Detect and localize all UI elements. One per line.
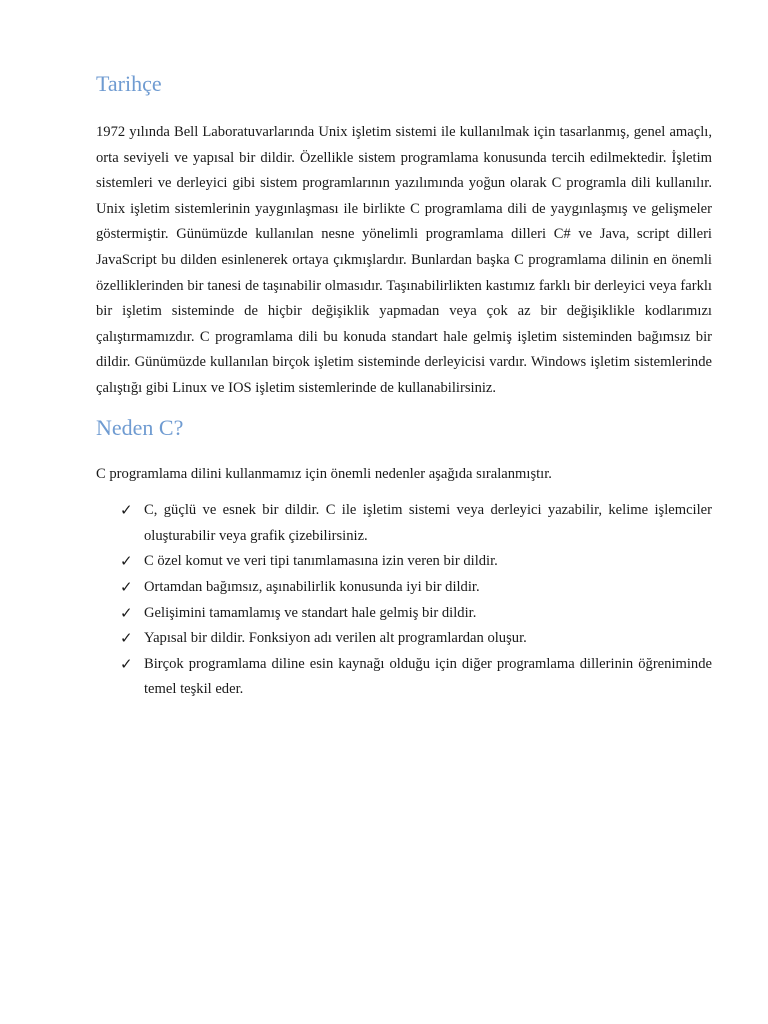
check-mark-icon: ✓ bbox=[120, 577, 133, 596]
check-mark-icon: ✓ bbox=[120, 654, 133, 673]
reasons-list bbox=[96, 498, 712, 703]
list-item bbox=[120, 575, 712, 601]
list-item bbox=[120, 601, 712, 627]
list-item-text: Ortamdan bağımsız, aşınabilirlik konusunda iyi bir dildir. bbox=[144, 578, 480, 595]
reasons-intro: C programlama dilini kullanmamız için önemli nedenler aşağıda sıralanmıştır. bbox=[96, 465, 552, 482]
list-item bbox=[120, 652, 712, 703]
list-item-text: Yapısal bir dildir. Fonksiyon adı verilen alt programlardan oluşur. bbox=[144, 630, 527, 647]
check-mark-icon: ✓ bbox=[120, 501, 133, 520]
list-item bbox=[120, 498, 712, 549]
check-mark-icon: ✓ bbox=[120, 552, 133, 571]
check-mark-icon: ✓ bbox=[120, 629, 133, 648]
section-heading-neden-c: Neden C? bbox=[96, 414, 184, 440]
section-heading-tarihce: Tarihçe bbox=[96, 71, 162, 96]
list-item-text: Birçok programlama diline esin kaynağı olduğu için diğer programlama dillerinin öğreniminde temel teşkil eder. bbox=[144, 655, 712, 698]
list-item bbox=[120, 626, 712, 652]
list-item-text: C özel komut ve veri tipi tanımlamasına izin veren bir dildir. bbox=[144, 553, 498, 570]
list-item-text: Gelişimini tamamlamış ve standart hale gelmiş bir dildir. bbox=[144, 604, 477, 621]
document-page bbox=[96, 70, 712, 703]
list-item bbox=[120, 549, 712, 575]
history-paragraph: 1972 yılında Bell Laboratuvarlarında Unix işletim sistemi ile kullanılmak için tasarlanmış, genel amaçlı, orta seviyeli ve yapısal bir dildir. Özellikle sistem programlama konusunda tercih edilmektedir. İşletim sistemleri ve derleyici gibi sistem programlarının yazılımında yoğun olarak C programla dili kullanılır. Unix işletim sistemlerinin yaygınlaşması ile birlikte C programlama dili de yaygınlaşmış ve gelişmeler göstermiştir. Günümüzde kullanılan nesne yönelimli programlama dilleri C# ve Java, script dilleri JavaScript bu dilden esinlenerek ortaya çıkmışlardır. Bunlardan başka C programlama dilinin en önemli özelliklerinden bir tanesi de taşınabilir olmasıdır. Taşınabilirlikten kastımız farklı bir derleyici veya farklı bir işletim sisteminde de hiçbir değişiklik yapmadan veya çok az bir değişiklikle kodlarımızı çalıştırmamızdır. C programlama dili bu konuda standart hale gelmiş işletim sisteminden bağımsız bir dildir. Günümüzde kullanılan birçok işletim sisteminde derleyicisi vardır. Windows işletim sistemlerinde çalıştığı gibi Linux ve IOS işletim sistemlerinde de kullanabilirsiniz. bbox=[96, 124, 712, 396]
list-item-text: C, güçlü ve esnek bir dildir. C ile işletim sistemi veya derleyici yazabilir, kelime işlemciler oluşturabilir veya grafik çizebilirsiniz. bbox=[144, 502, 712, 544]
check-mark-icon: ✓ bbox=[120, 603, 133, 622]
